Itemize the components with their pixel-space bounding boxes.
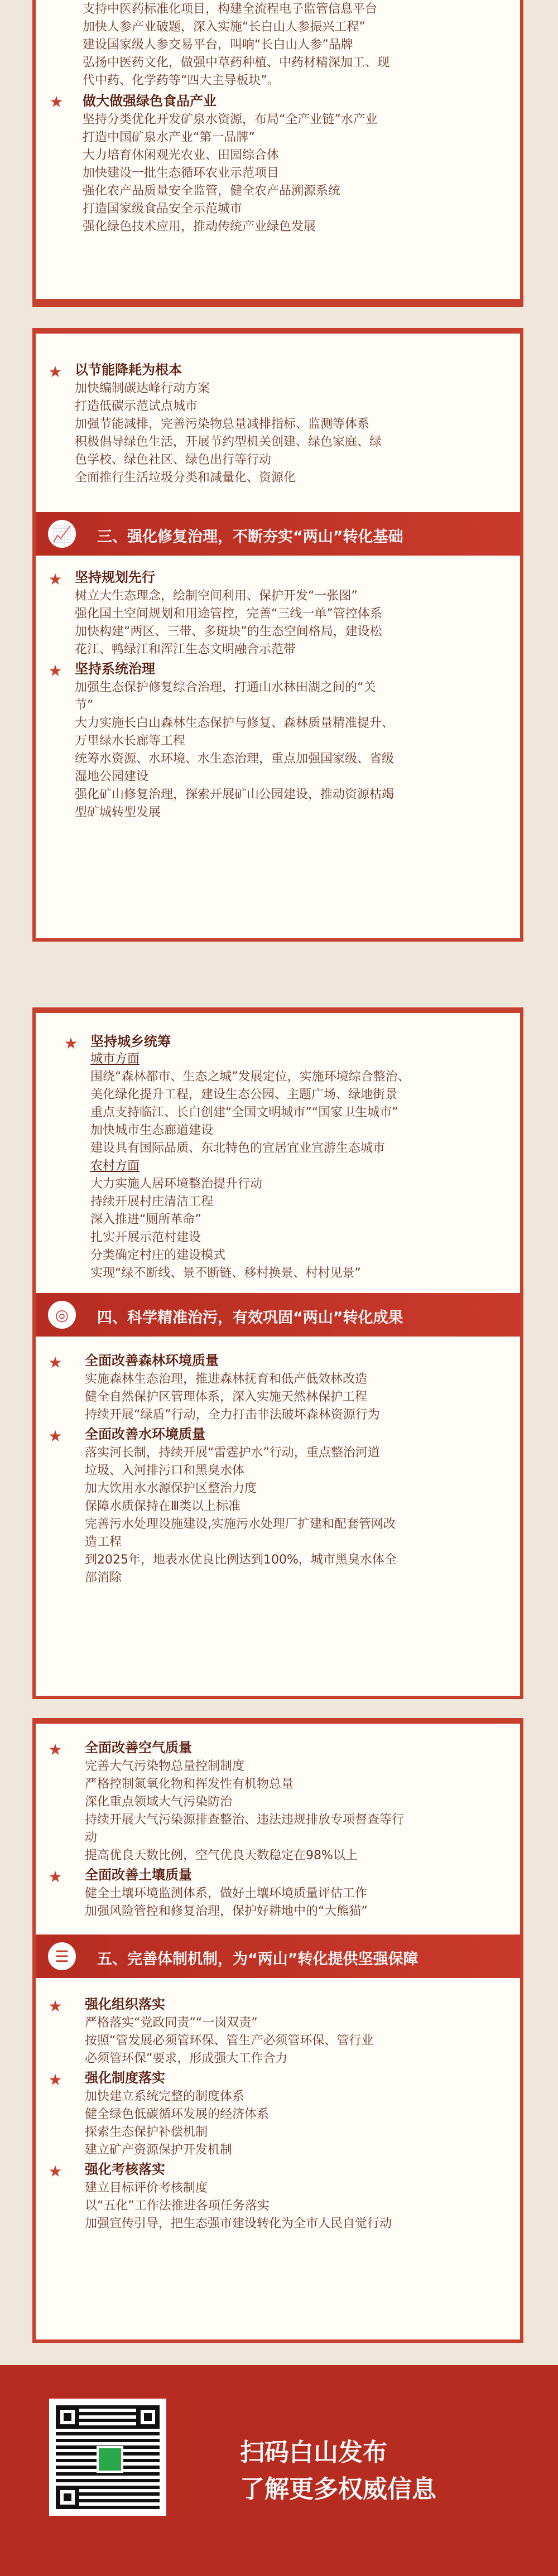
text-line: 以“五化”工作法推进各项任务落实 [85,2199,270,2213]
text-line: 湿地公园建设 [75,770,149,784]
section-heading: 强化考核落实 [85,2162,165,2177]
section-heading: 坚持城乡统筹 [90,1034,171,1049]
text-line: 节” [75,698,94,712]
text-line: 加快建设一批生态循环农业示范项目 [83,166,280,180]
text-line: 完善大气污染物总量控制制度 [85,1759,245,1773]
text-line: 垃圾、入河排污口和黑臭水体 [85,1464,245,1478]
section-banner [36,1935,520,1978]
text-line: 大力培育休闲观光农业、田园综合体 [83,148,280,162]
text-line: 部消除 [85,1571,122,1585]
text-line: 重点支持临江、长白创建“全国文明城市”“国家卫生城市” [90,1106,398,1120]
text-line: 加快构建“两区、三带、多斑块”的生态空间格局，建设松 [75,625,382,639]
text-line: 强化国土空间规划和用途管控，完善“三线一单”管控体系 [75,607,382,621]
star-icon: ★ [48,1868,62,1886]
text-line: 美化绿化提升工程，建设生态公园、主题广场、绿地街景 [90,1088,398,1102]
text-line: 加快编制碳达峰行动方案 [75,382,210,395]
banner-title: 三、强化修复治理，不断夯实“两山”转化基础 [97,528,403,546]
text-line: 加强节能减排，完善污染物总量减排指标、监测等体系 [75,417,370,431]
text-line: 统筹水资源、水环境、水生态治理，重点加强国家级、省级 [75,752,395,766]
star-icon: ★ [48,662,62,680]
star-icon: ★ [48,1740,62,1759]
star-icon: ★ [48,2162,62,2181]
text-line: 加强宣传引导，把生态强市建设转化为全市人民自觉行动 [85,2217,392,2231]
star-icon: ★ [48,363,62,381]
text-line: 加强生态保护修复综合治理，打通山水林田湖之间的“关 [75,681,376,694]
text-line: 色学校、绿色社区、绿色出行等行动 [75,453,272,467]
text-line: 全面推行生活垃圾分类和减量化、资源化 [75,471,296,485]
subheading: 城市方面 [90,1052,140,1066]
text-line: 花江、鸭绿江和浑江生态文明融合示范带 [75,643,296,657]
text-line: 强化农产品质量安全监管，健全农产品溯源系统 [83,184,341,198]
section-heading: 以节能降耗为根本 [75,362,182,378]
section-heading: 全面改善森林环境质量 [85,1353,219,1368]
document-list-icon: ☰ [48,1942,76,1970]
star-icon: ★ [48,2071,62,2089]
text-line: 加快城市生态廊道建设 [90,1123,214,1137]
subheading: 农村方面 [90,1159,140,1173]
footer-line-1: 扫码白山发布 [240,2438,387,2467]
text-line: 万里绿水长廊等工程 [75,734,186,748]
banner-title: 四、科学精准治污，有效巩固“两山”转化成果 [97,1309,403,1326]
target-icon: ◎ [48,1301,76,1329]
text-line: 深化重点领域大气污染防治 [85,1795,233,1809]
star-icon: ★ [48,1427,62,1445]
qr-finder-icon [136,2405,160,2429]
text-line: 落实河长制，持续开展“雷霆护水”行动，重点整治河道 [85,1446,380,1460]
monitor-chart-icon: 📈 [48,520,76,548]
section-heading: 坚持系统治理 [75,661,155,677]
text-line: 弘扬中医药文化，做强中草药种植、中药材精深加工、现 [83,56,390,70]
text-line: 加强风险管控和修复治理，保护好耕地中的“大熊猫” [85,1904,368,1918]
text-line: 支持中医药标准化项目，构建全流程电子监管信息平台 [83,2,378,16]
footer [0,2365,558,2576]
section-heading: 全面改善空气质量 [85,1740,192,1755]
section-banner [36,512,520,556]
text-line: 建设国家级人参交易平台，叫响“长白山人参”品牌 [83,38,353,52]
section-banner [36,1293,520,1337]
text-line: 型矿城转型发展 [75,805,161,819]
text-line: 打造中国矿泉水产业“第一品牌” [83,131,255,144]
card-institution [32,1718,523,2343]
text-line: 按照“管发展必须管环保、管生产必须管环保、管行业 [85,2034,374,2048]
text-line: 加大饮用水水源保护区整治力度 [85,1482,257,1496]
star-icon: ★ [64,1034,78,1053]
card-pollution [32,1007,523,1699]
wechat-logo-icon [97,2446,123,2473]
text-line: 持续开展村庄清洁工程 [90,1195,214,1209]
qr-code[interactable] [49,2399,166,2516]
text-line: 大力实施长白山森林生态保护与修复、森林质量精准提升、 [75,716,395,730]
text-line: 持续开展大气污染源排查整治、违法违规排放专项督查等行 [85,1813,405,1827]
section-heading: 全面改善土壤质量 [85,1867,192,1883]
text-line: 探索生态保护补偿机制 [85,2125,208,2139]
text-line: 造工程 [85,1535,122,1549]
text-line: 强化绿色技术应用，推动传统产业绿色发展 [83,220,316,234]
banner-title: 五、完善体制机制，为“两山”转化提供坚强保障 [97,1951,419,1968]
text-line: 提高优良天数比例，空气优良天数稳定在98%以上 [85,1849,358,1863]
text-line: 动 [85,1831,98,1845]
text-line: 扎实开展示范村建设 [90,1231,201,1244]
text-line: 严格落实“党政同责”“一岗双责” [85,2016,258,2030]
text-line: 代中药、化学药等“四大主导板块”。 [83,74,280,88]
section-heading: 全面改善水环境质量 [85,1426,205,1442]
section-heading: 强化组织落实 [85,1996,165,2012]
section-heading: 强化制度落实 [85,2070,165,2086]
qr-finder-icon [56,2486,79,2509]
qr-pattern [56,2405,160,2509]
star-icon: ★ [48,1353,62,1372]
card-restoration [32,328,523,942]
qr-finder-icon [56,2405,79,2429]
text-line: 完善污水处理设施建设,实施污水处理厂扩建和配套管网改 [85,1517,396,1531]
text-line: 强化矿山修复治理，探索开展矿山公园建设，推动资源枯竭 [75,788,395,802]
star-icon: ★ [48,1997,62,2015]
text-line: 树立大生态理念，绘制空间利用、保护开发“一张图” [75,589,358,603]
text-line: 必须管环保”要求，形成强大工作合力 [85,2052,288,2066]
text-line: 持续开展“绿盾”行动，全力打击非法破坏森林资源行为 [85,1408,380,1422]
text-line: 建设具有国际品质、东北特色的宜居宜业宜游生态城市 [90,1141,386,1155]
text-line: 深入推进“厕所革命” [90,1213,201,1227]
text-line: 健全绿色低碳循环发展的经济体系 [85,2107,270,2121]
text-line: 坚持分类优化开发矿泉水资源，布局“全产业链”水产业 [83,113,378,127]
card-industry [32,0,523,307]
text-line: 围绕“森林都市、生态之城”发展定位，实施环境综合整治、 [90,1070,410,1084]
text-line: 健全自然保护区管理体系，深入实施天然林保护工程 [85,1390,368,1404]
star-icon: ★ [49,93,64,111]
text-line: 加快人参产业破题，深入实施“长白山人参振兴工程” [83,20,365,34]
text-line: 分类确定村庄的建设模式 [90,1248,226,1262]
text-line: 建立目标评价考核制度 [85,2181,208,2195]
section-heading: 坚持规划先行 [75,570,155,585]
text-line: 健全土壤环境监测体系，做好土壤环境质量评估工作 [85,1887,368,1900]
text-line: 建立矿产资源保护开发机制 [85,2143,233,2157]
text-line: 严格控制氮氧化物和挥发性有机物总量 [85,1777,294,1791]
footer-line-2: 了解更多权威信息 [240,2475,436,2503]
text-line: 加快建立系统完整的制度体系 [85,2090,245,2104]
text-line: 打造国家级食品安全示范城市 [83,202,243,216]
text-line: 积极倡导绿色生活，开展节约型机关创建、绿色家庭、绿 [75,435,382,449]
section-heading: 做大做强绿色食品产业 [83,93,217,109]
text-line: 实现“绿不断线、景不断链、移村换景、村村见景” [90,1266,361,1280]
text-line: 保障水质保持在Ⅲ类以上标准 [85,1499,241,1513]
text-line: 大力实施人居环境整治提升行动 [90,1177,263,1191]
text-line: 到2025年，地表水优良比例达到100%，城市黑臭水体全 [85,1553,397,1567]
star-icon: ★ [48,570,62,588]
text-line: 实施森林生态治理，推进森林抚育和低产低效林改造 [85,1372,368,1386]
text-line: 打造低碳示范试点城市 [75,399,198,413]
